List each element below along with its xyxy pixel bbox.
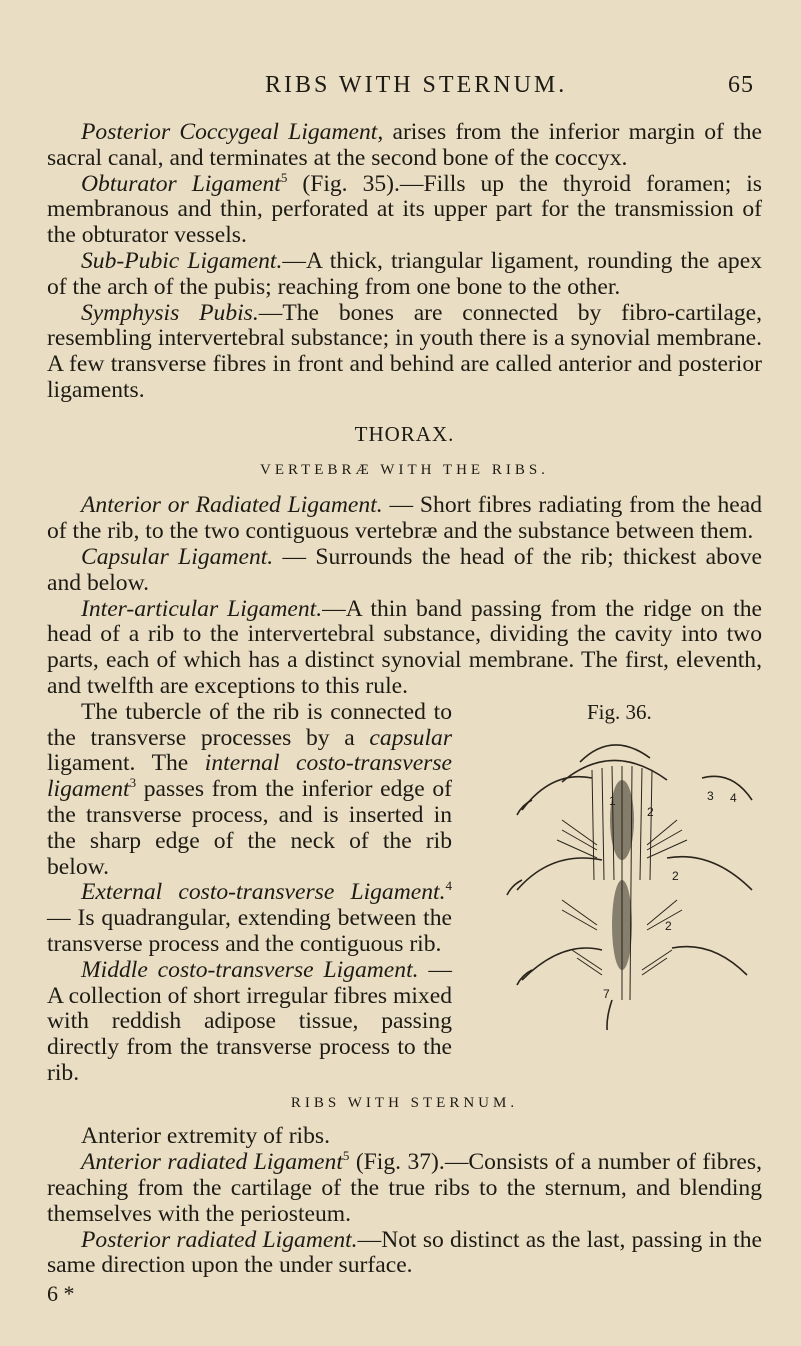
paragraph-text: —A thick, triangular ligament, rounding the apex of the arch of the pubis; reaching from one bone to the other. bbox=[47, 247, 762, 300]
term: internal costo-transverse ligament bbox=[47, 750, 452, 803]
running-title: RIBS WITH STERNUM. bbox=[265, 72, 568, 98]
term: capsular bbox=[369, 724, 452, 751]
paragraph-sub-pubic bbox=[47, 249, 762, 301]
term: Sub-Pubic Ligament. bbox=[81, 247, 283, 274]
paragraph-anterior-radiated bbox=[47, 493, 762, 545]
term: External costo-transverse Ligament. bbox=[81, 879, 446, 906]
term: Anterior or Radiated Ligament. bbox=[81, 492, 383, 519]
paragraph-text: — Short fibres radiating from the head of the rib, to the two contiguous vertebræ and the substance between them. bbox=[47, 492, 763, 545]
paragraph-text: —A thin band passing from the ridge on the head of a rib to the intervertebral substance, dividing the cavity into two parts, each of which has a distinct synovial membrane. The first, eleventh, and twelfth are exceptions to this rule. bbox=[47, 595, 762, 699]
figure-caption: Fig. 36. bbox=[587, 699, 652, 724]
signature-mark: 6 * bbox=[47, 1281, 75, 1307]
figure-label: 2 bbox=[647, 804, 654, 819]
term: Posterior radiated Ligament. bbox=[81, 1226, 358, 1253]
page-body bbox=[47, 120, 762, 1307]
paragraph-posterior-coccygeal bbox=[47, 120, 762, 172]
costovertebral-ligaments-illustration bbox=[462, 700, 772, 1030]
term: Symphysis Pubis. bbox=[81, 299, 259, 326]
wrapped-text-column bbox=[47, 700, 452, 1087]
footnote-ref: 5 bbox=[342, 1148, 350, 1164]
paragraph-text: — A collection of short irregular fibres mixed with reddish adipose tissue, passing directly from the transverse process to the rib. bbox=[47, 956, 452, 1086]
term: Capsular Ligament. bbox=[81, 543, 274, 570]
term: Inter-articular Ligament. bbox=[81, 595, 323, 622]
page-number: 65 bbox=[728, 72, 754, 98]
paragraph-capsular bbox=[47, 545, 762, 597]
paragraph-text: The tubercle of the rib is connected to the transverse processes by a bbox=[47, 698, 452, 751]
paragraph-posterior-radiated bbox=[47, 1228, 762, 1280]
paragraph-text: (Fig. 37).—Consists of a number of fibres, reaching from the cartilage of the true ribs to the sternum, and blending themselves with the periosteum. bbox=[47, 1149, 762, 1227]
section-heading: THORAX. bbox=[354, 421, 455, 446]
figure-label: 4 bbox=[730, 790, 737, 805]
paragraph-text: (Fig. 35).—Fills up the thyroid foramen; is membranous and thin, perforated at its upper part for the transmission of the obturator vessels. bbox=[47, 170, 762, 249]
subsection-heading: RIBS WITH STERNUM. bbox=[290, 1094, 519, 1111]
paragraph-middle-costo-transverse bbox=[47, 958, 452, 1087]
paragraph-anterior-extremity bbox=[47, 1124, 762, 1150]
paragraph-text: — Is quadrangular, extending between the transverse process and the contiguous rib. bbox=[47, 905, 452, 957]
paragraph-anterior-radiated-sternum bbox=[47, 1150, 762, 1227]
paragraph-text: passes from the inferior edge of the transverse process, and is inserted in the sharp edge of the neck of the rib below. bbox=[47, 776, 452, 880]
paragraph-symphysis bbox=[47, 301, 762, 404]
subsection-heading: VERTEBRÆ WITH THE RIBS. bbox=[260, 461, 549, 478]
paragraph-text: —The bones are connected by fibro-cartilage, resembling intervertebral substance; in youth there is a synovial membrane. A few transverse fibres in front and behind are called anterior and posterior ligaments. bbox=[47, 299, 762, 403]
footnote-ref: 5 bbox=[280, 169, 288, 185]
figure-36 bbox=[462, 700, 772, 1030]
paragraph-obturator bbox=[47, 169, 762, 249]
figure-label: 1 bbox=[609, 793, 616, 808]
footnote-ref: 4 bbox=[445, 878, 452, 894]
term: Posterior Coccygeal Ligament, bbox=[81, 119, 384, 145]
paragraph-text: — Surrounds the head of the rib; thickest above and below. bbox=[47, 543, 762, 596]
paragraph-text: ligament. The bbox=[47, 750, 205, 777]
figure-label: 3 bbox=[707, 788, 714, 803]
term: Obturator Ligament bbox=[81, 170, 281, 197]
figure-label: 2 bbox=[672, 868, 679, 883]
footnote-ref: 3 bbox=[129, 775, 137, 791]
term: Middle costo-transverse Ligament. bbox=[81, 956, 419, 983]
term: Anterior radiated Ligament bbox=[81, 1149, 343, 1176]
figure-wrap-section bbox=[47, 700, 762, 1087]
paragraph-external-costo-transverse bbox=[47, 880, 452, 957]
paragraph-text: arises from the inferior margin of the sacral canal, and terminates at the second bone of the coccyx. bbox=[47, 119, 762, 171]
figure-label: 7 bbox=[603, 986, 610, 1001]
figure-label: 2 bbox=[665, 918, 672, 933]
paragraph-inter-articular bbox=[47, 597, 762, 700]
paragraph-text: —Not so distinct as the last, passing in the same direction upon the under surface. bbox=[47, 1226, 762, 1279]
paragraph-tubercle bbox=[47, 700, 452, 881]
paragraph-text: Anterior extremity of ribs. bbox=[81, 1123, 330, 1150]
